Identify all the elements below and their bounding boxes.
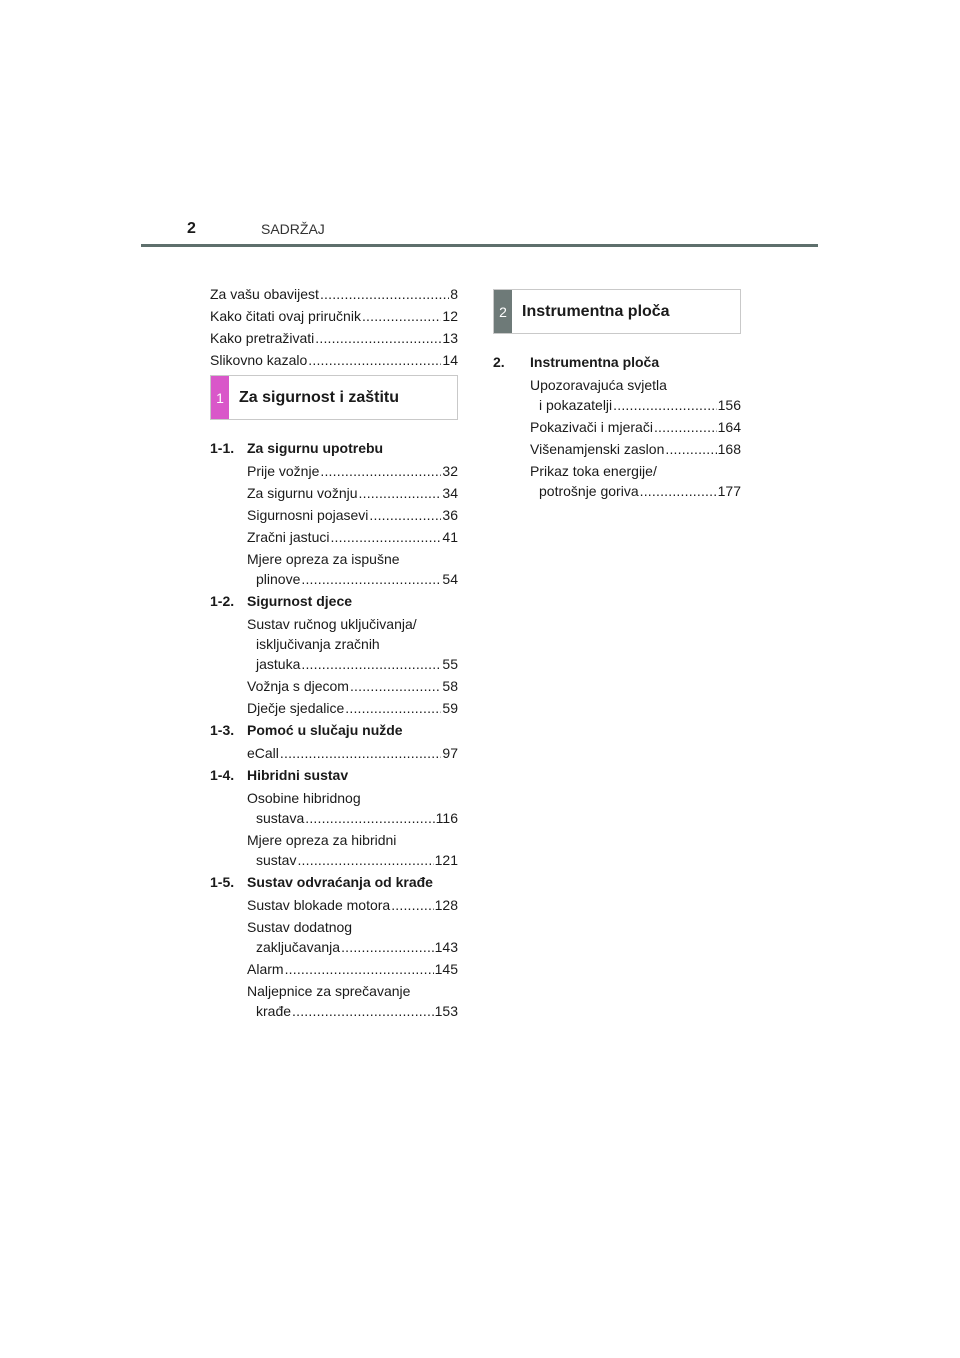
toc-right-column	[493, 284, 741, 503]
toc-entry[interactable]: Upozoravajuća svjetla i pokazatelji ..... 156	[493, 375, 741, 415]
section-header-1[interactable]	[210, 375, 458, 420]
toc-entry[interactable]: Osobine hibridnog sustava ..... 116	[210, 788, 458, 828]
toc-entry[interactable]: Slikovno kazalo ..... 14	[210, 350, 458, 370]
toc-entry[interactable]: Sustav ručnog uključivanja/ isključivanja zračnih jastuka ..... 55	[210, 614, 458, 674]
toc-entry[interactable]: Vožnja s djecom ..... 58	[210, 676, 458, 696]
toc-entry[interactable]: Prikaz toka energije/ potrošnje goriva ..... 177	[493, 461, 741, 501]
section-number-tab: 1	[211, 376, 229, 419]
section-title: Instrumentna ploča	[522, 302, 670, 320]
chapter-heading[interactable]: 1-3. Pomoć u slučaju nužde	[210, 722, 403, 738]
toc-entry[interactable]: Za vašu obavijest ..... 8	[210, 284, 458, 304]
chapter-heading[interactable]: 2. Instrumentna ploča	[493, 354, 660, 370]
toc-entry[interactable]: Zračni jastuci ..... 41	[210, 527, 458, 547]
section-number-tab: 2	[494, 290, 512, 333]
toc-entry[interactable]: Kako čitati ovaj priručnik ..... 12	[210, 306, 458, 326]
chapter-heading[interactable]: 1-1. Za sigurnu upotrebu	[210, 440, 384, 456]
page-number: 2	[187, 220, 196, 237]
header-divider	[141, 244, 818, 247]
chapter-heading[interactable]: 1-2. Sigurnost djece	[210, 593, 353, 609]
toc-entry[interactable]: Sustav blokade motora ..... 128	[210, 895, 458, 915]
toc-entry[interactable]: Kako pretraživati ..... 13	[210, 328, 458, 348]
toc-entry[interactable]: Sustav dodatnog zaključavanja ..... 143	[210, 917, 458, 957]
toc-entry[interactable]: Pokazivači i mjerači ..... 164	[493, 417, 741, 437]
toc-entry[interactable]: Mjere opreza za hibridni sustav ..... 121	[210, 830, 458, 870]
toc-entry[interactable]: Naljepnice za sprečavanje krađe ..... 153	[210, 981, 458, 1021]
toc-entry[interactable]: eCall ..... 97	[210, 743, 458, 763]
toc-entry[interactable]: Dječje sjedalice ..... 59	[210, 698, 458, 718]
page-title: SADRŽAJ	[261, 221, 325, 237]
section-title: Za sigurnost i zaštitu	[239, 388, 400, 406]
chapter-heading[interactable]: 1-4. Hibridni sustav	[210, 767, 349, 783]
section-header-2[interactable]	[493, 289, 741, 334]
toc-entry[interactable]: Prije vožnje ..... 32	[210, 461, 458, 481]
toc-entry[interactable]: Višenamjenski zaslon ..... 168	[493, 439, 741, 459]
toc-left-column	[210, 284, 458, 1023]
toc-entry[interactable]: Za sigurnu vožnju ..... 34	[210, 483, 458, 503]
toc-entry[interactable]: Alarm ..... 145	[210, 959, 458, 979]
toc-entry[interactable]: Sigurnosni pojasevi ..... 36	[210, 505, 458, 525]
chapter-heading[interactable]: 1-5. Sustav odvraćanja od krađe	[210, 874, 433, 890]
toc-entry[interactable]: Mjere opreza za ispušne plinove ..... 54	[210, 549, 458, 589]
